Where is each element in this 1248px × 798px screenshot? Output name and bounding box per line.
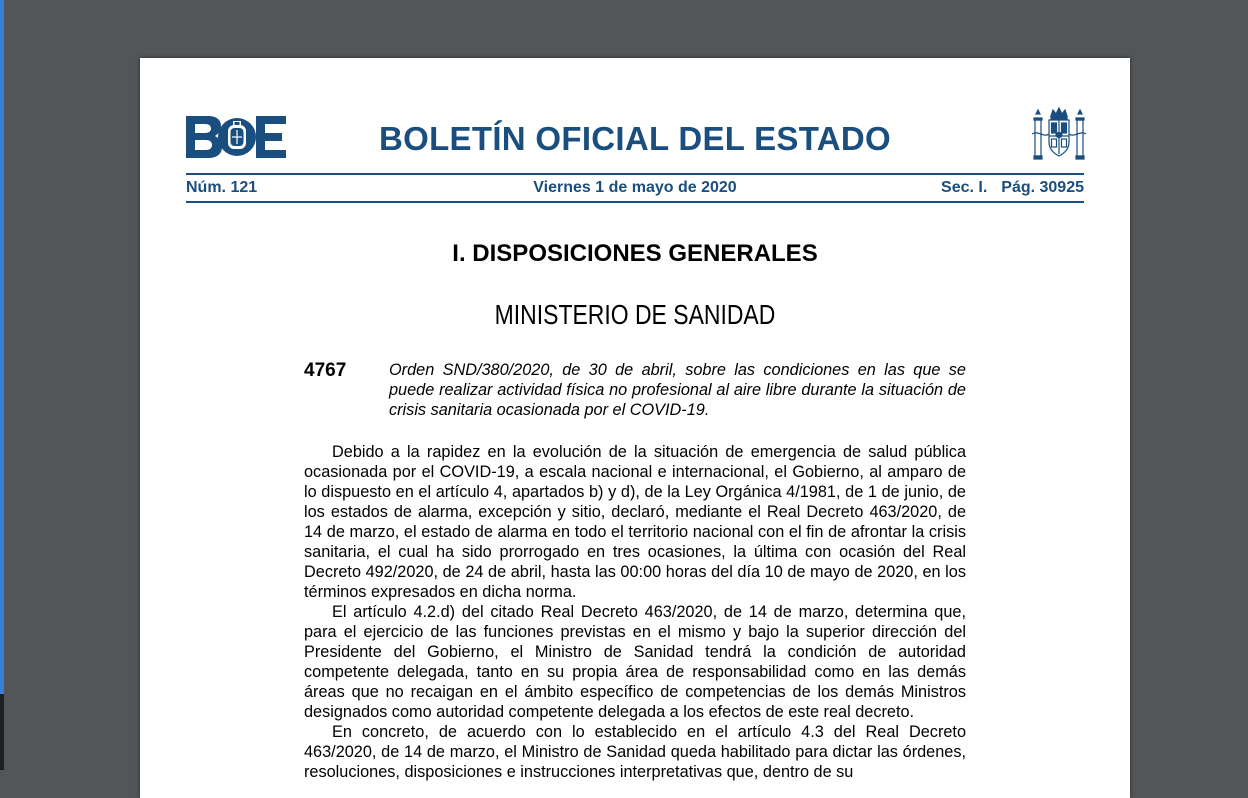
page-number: Pág. 30925: [1001, 179, 1084, 196]
body-paragraph: Debido a la rapidez en la evolución de la situación de emergencia de salud pública ocasionada por el COVID-19, a escala nacional e internacional, el Gobierno, al amparo de lo dispuesto en el artículo 4, apartados b) y d), de la Ley Orgánica 4/1981, de 1 de junio, de los estados de alarma, excepción y sitio, declaró, mediante el Real Decreto 463/2020, de 14 de marzo, el estado de alarma en todo el territorio nacional con el fin de afrontar la crisis sanitaria, el cual ha sido prorrogado en tres ocasiones, la última con ocasión del Real Decreto 492/2020, de 24 de abril, hasta las 00:00 horas del día 10 de mayo de 2020, en los términos expresados en dicha norma.: [304, 443, 966, 601]
coat-of-arms-icon: [1032, 106, 1086, 162]
header-rule-bottom: [186, 201, 1084, 203]
header-rule-top: [186, 173, 1084, 175]
issue-number: Núm. 121: [186, 179, 258, 196]
order-title: Orden SND/380/2020, de 30 de abril, sobre las condiciones en las que se puede realizar actividad física no profesional al aire libre durante la situación de crisis sanitaria ocasionada por el COVID-19.: [389, 361, 966, 419]
boe-logo-icon: [186, 116, 286, 158]
issue-date: Viernes 1 de mayo de 2020: [533, 179, 737, 196]
section-page-info: [941, 179, 1084, 197]
section-heading: I. DISPOSICIONES GENERALES: [452, 240, 818, 267]
document-page: [140, 58, 1130, 798]
window-edge-accent: [0, 0, 4, 694]
section-label: Sec. I.: [941, 179, 988, 196]
body-paragraph: El artículo 4.2.d) del citado Real Decreto 463/2020, de 14 de marzo, determina que, para el ejercicio de las funciones previstas en el mismo y bajo la superior dirección del Presidente del Gobierno, el Ministro de Sanidad tendrá la condición de autoridad competente delegada, tanto en su propia área de responsabilidad como en las demás áreas que no recaigan en el ámbito específico de competencias de los demás Ministros designados como autoridad competente delegada a los efectos de este real decreto.: [304, 603, 966, 721]
ministry-heading: MINISTERIO DE SANIDAD: [494, 299, 776, 330]
window-edge-dark: [0, 694, 4, 770]
bulletin-title: BOLETÍN OFICIAL DEL ESTADO: [379, 120, 891, 157]
body-paragraph: En concreto, de acuerdo con lo establecido en el artículo 4.3 del Real Decreto 463/2020, de 14 de marzo, el Ministro de Sanidad queda habilitado para dictar las órdenes, resoluciones, disposiciones e instrucciones interpretativas que, dentro de su: [304, 723, 966, 781]
document-body: [304, 442, 966, 782]
order-number: 4767: [304, 360, 347, 381]
